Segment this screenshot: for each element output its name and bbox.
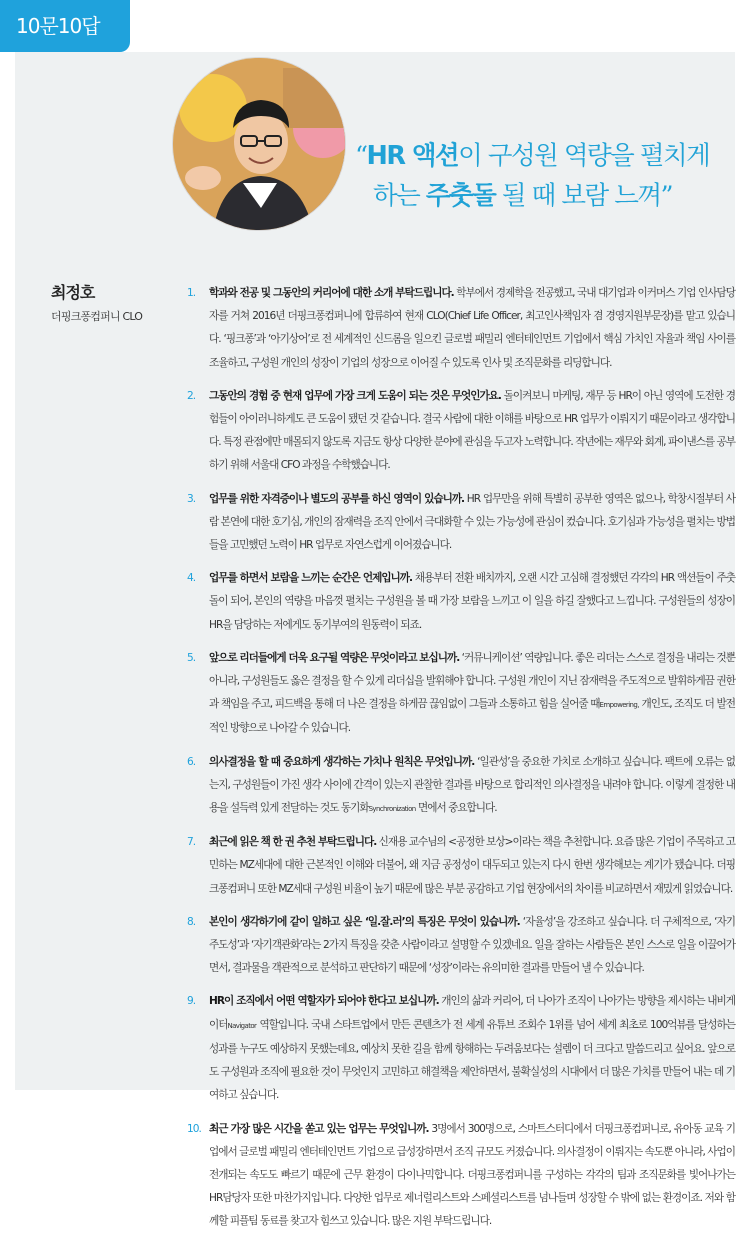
qa-item: [187, 751, 735, 822]
qa-question: 그동안의 경험 중 현재 업무에 가장 크게 도움이 되는 것은 무엇인가요.: [209, 389, 501, 402]
qa-annotation: Navigator: [227, 1021, 257, 1030]
qa-number: 5.: [187, 651, 196, 664]
qa-list: [187, 282, 735, 1244]
section-tab: 10문10답: [0, 0, 130, 52]
headline-text-1: 이 구성원 역량을 펼치게: [458, 141, 710, 171]
qa-number: 7.: [187, 836, 196, 849]
qa-question: HR이 조직에서 어떤 역할자가 되어야 한다고 보십니까.: [209, 995, 439, 1008]
qa-item: [187, 1118, 735, 1234]
qa-item: [187, 831, 735, 901]
qa-item: [187, 282, 735, 375]
qa-number: 10.: [187, 1122, 201, 1135]
qa-item: [187, 647, 735, 741]
headline-bold-1: HR 액션: [366, 141, 459, 171]
qa-item: [187, 488, 735, 558]
qa-answer: 채용부터 전환 배치까지, 오랜 시간 고심해 결정했던 각각의 HR 액션들이 주춧돌이 되어, 본인의 역량을 마음껏 펼치는 구성원을 볼 때 가장 보람을 느끼고 이 일을 하길 잘했다고 느낍니다. 구성원들의 성장이 HR을 담당하는 저에게도 동기부여의 원동력이 되죠.: [209, 572, 735, 631]
portrait-photo: [173, 58, 345, 230]
headline-line-2: [355, 176, 709, 216]
qa-number: 6.: [187, 755, 196, 768]
headline-line-1: [355, 136, 709, 176]
qa-question: 업무를 위한 자격증이나 별도의 공부를 하신 영역이 있습니까.: [209, 492, 465, 505]
qa-answer: ‘자율성’을 강조하고 싶습니다. 더 구체적으로, ‘자기 주도성’과 ‘자기객관화’라는 2가지 특징을 갖춘 사람이라고 설명할 수 있겠네요. 일을 잘하는 사람들은 본인 스스로 일을 이끌어가면서, 결과물을 객관적으로 분석하고 판단하기 때문에 ‘성장’이라는 유의미한 결과를 만들어 낼 수 있습니다.: [209, 915, 735, 975]
headline-text-2a: 하는: [373, 181, 426, 211]
qa-item: [187, 911, 735, 981]
qa-answer: 학부에서 경제학을 전공했고, 국내 대기업과 이커머스 기업 인사담당자를 거쳐 2016년 더핑크퐁컴퍼니에 합류하여 현재 CLO(Chief Life Officer, 최고인사책임자 겸 경영지원부문장)를 맡고 있습니다. ‘핑크퐁’과 ‘아기상어’로 전 세계적인 신드롬을 일으킨 글로벌 패밀리 엔터테인먼트 기업에서 핵심 가치인 자율과 책임 사이를 조율하고, 구성원 개인의 성장이 기업의 성장으로 이어질 수 있도록 인사 및 조직문화를 리딩합니다.: [209, 287, 735, 369]
qa-answer: HR 업무만을 위해 특별히 공부한 영역은 없으나, 학창시절부터 사람 본연에 대한 호기심, 개인의 잠재력을 조직 안에서 극대화할 수 있는 가능성에 관심이 컸습니다. 호기심과 가능성을 펼치는 방법들을 고민했던 노력이 HR 업무로 자연스럽게 이어졌습니다.: [209, 492, 735, 552]
qa-number: 2.: [187, 389, 196, 402]
qa-question: 학과와 전공 및 그동안의 커리어에 대한 소개 부탁드립니다.: [209, 287, 454, 299]
article-panel: [15, 52, 736, 1228]
portrait-illustration: [173, 58, 345, 230]
qa-answer-tail: 면에서 중요합니다.: [415, 802, 497, 815]
qa-number: 9.: [187, 995, 196, 1008]
qa-answer: 신재용 교수님의 <공정한 보상>이라는 책을 추천합니다. 요즘 많은 기업이 주목하고 고민하는 MZ세대에 대한 근본적인 이해와 더불어, 왜 지금 공정성이 대두되고 있는지 다시 한번 생각해보는 계기가 됐습니다. 더핑크퐁컴퍼니 또한 MZ세대 구성원 비율이 높기 때문에 많은 부분 공감하고 기업 현장에서의 차이를 비교하면서 재밌게 읽었습니다.: [209, 836, 735, 895]
qa-annotation: Empowering,: [599, 701, 639, 710]
qa-number: 8.: [187, 915, 196, 928]
person-name: 최정호: [51, 283, 95, 302]
qa-question: 의사결정을 할 때 중요하게 생각하는 가치나 원칙은 무엇입니까.: [209, 755, 475, 768]
qa-answer-tail: 역할입니다. 국내 스타트업에서 만든 콘텐츠가 전 세계 유튜브 조회수 1위를 넘어 세계 최초로 100억뷰를 달성하는 성과를 누구도 예상하지 못했는데요, 예상치 못한 길을 함께 항해하는 두려움보다는 설렘이 더 크다고 말씀드리고 싶어요. 앞으로도 구성원과 조직에 필요한 것이 무엇인지 고민하고 해결책을 제안하면서, 불확실성의 시대에서 더 많은 가치를 만들어 내는 데 기여하고 싶습니다.: [209, 1018, 735, 1102]
headline-bold-2: 주춧돌: [425, 181, 496, 211]
person-title: 더핑크퐁컴퍼니 CLO: [51, 310, 143, 323]
qa-number: 1.: [187, 287, 196, 299]
qa-answer: 개인의 삶과 커리어, 더 나아가 조직이 나아가는 방향을 제시하는 내비게이터: [209, 995, 735, 1031]
headline-text-2b: 될 때 보람 느껴”: [495, 181, 673, 211]
qa-answer: ‘커뮤니케이션’ 역량입니다. 좋은 리더는 스스로 결정을 내리는 것뿐 아니라, 구성원들도 옳은 결정을 할 수 있게 리더십을 발휘해야 합니다. 구성원 개인이 지닌 잠재력을 주도적으로 발휘하게끔 권한과 책임을 주고, 피드백을 통해 더 나은 결정을 하게끔 끊임없이 그들과 소통하고 힘을 실어줄 때: [209, 651, 735, 711]
qa-question: 앞으로 리더들에게 더욱 요구될 역량은 무엇이라고 보십니까.: [209, 651, 460, 664]
qa-annotation: Synchronization: [368, 805, 416, 814]
qa-answer: 3명에서 300명으로, 스마트스터디에서 더핑크퐁컴퍼니로, 유아동 교육 기업에서 글로벌 패밀리 엔터테인먼트 기업으로 급성장하면서 조직 규모도 커졌습니다. 의사결정이 이뤄지는 속도뿐 아니라, 사업이 전개되는 속도도 빠르기 때문에 근무 환경이 다이나믹합니다. 더핑크퐁컴퍼니를 구성하는 각각의 팀과 조직문화를 빛어나가는 HR담당자 또한 마찬가지입니다. 다양한 업무로 제너럴리스트와 스페셜리스트를 넘나들며 성장할 수 밖에 없는 환경이죠. 저와 함께할 피플팀 동료를 찾고자 힘쓰고 있습니다. 많은 지원 부탁드립니다.: [209, 1122, 735, 1228]
qa-number: 4.: [187, 572, 196, 585]
qa-question: 본인이 생각하기에 같이 일하고 싶은 ‘일.잘.러’의 특징은 무엇이 있습니까.: [209, 915, 520, 928]
headline-quote-open: “: [355, 141, 367, 171]
headline-quote: [355, 136, 709, 216]
qa-answer-tail: 개인도, 조직도 더 발전적인 방향으로 나아갈 수 있습니다.: [209, 698, 735, 735]
qa-question: 업무를 하면서 보람을 느끼는 순간은 언제입니까.: [209, 572, 413, 585]
qa-number: 3.: [187, 492, 196, 505]
qa-answer: 돌이켜보니 마케팅, 재무 등 HR이 아닌 영역에 도전한 경험들이 아이러니하게도 큰 도움이 됐던 것 같습니다. 결국 사람에 대한 이해를 바탕으로 HR 업무가 이뤄지기 때문이라고 생각합니다. 특정 관점에만 매몰되지 않도록 지금도 항상 다양한 분야에 관심을 두고자 노력합니다. 작년에는 재무와 회계, 파이낸스를 공부하기 위해 서울대 CFO 과정을 수학했습니다.: [209, 389, 736, 472]
qa-answer: ‘일관성’을 중요한 가치로 소개하고 싶습니다. 팩트에 오류는 없는지, 구성원들이 가진 생각 사이에 간격이 있는지 관찰한 결과를 바탕으로 합리적인 의사결정을 내려야 합니다. 이렇게 결정한 내용을 설득력 있게 전달하는 것도 동기화: [209, 755, 735, 815]
qa-item: [187, 385, 735, 478]
qa-question: 최근에 읽은 책 한 권 추천 부탁드립니다.: [209, 836, 377, 849]
qa-item: [187, 567, 735, 637]
qa-question: 최근 가장 많은 시간을 쏟고 있는 업무는 무엇입니까.: [209, 1122, 429, 1135]
